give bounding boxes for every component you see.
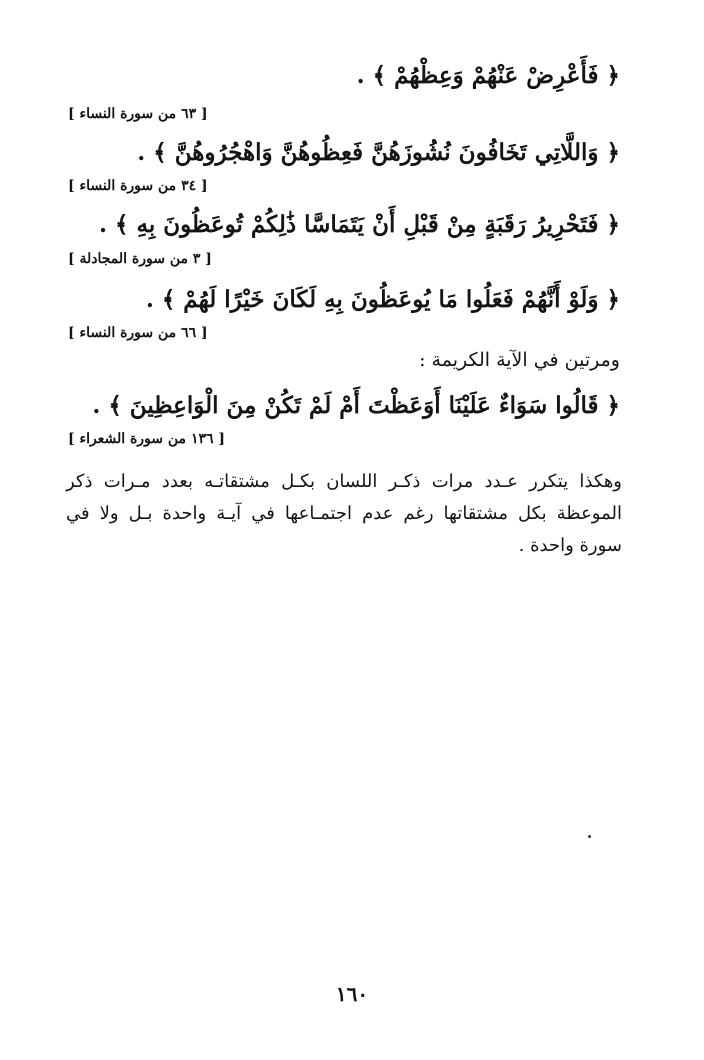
verse-4: ﴿ وَلَوْ أَنَّهُمْ فَعَلُوا مَا يُوعَظُونَ بِهِ لَكَانَ خَيْرًا لَهُمْ ﴾ . bbox=[145, 286, 620, 313]
stray-dot bbox=[588, 835, 591, 838]
verse-4-reference: [ ٦٦ من سورة النساء ] bbox=[68, 325, 208, 341]
verse-2-reference: [ ٣٤ من سورة النساء ] bbox=[68, 178, 208, 194]
page-number: ١٦٠ bbox=[335, 982, 369, 1006]
intro-line: ومرتين في الآية الكريمة : bbox=[419, 349, 620, 371]
verse-2: ﴿ وَاللَّاتِي تَخَافُونَ نُشُوزَهُنَّ فَعِظُوهُنَّ وَاهْجُرُوهُنَّ ﴾ . bbox=[137, 139, 620, 166]
verse-3: ﴿ فَتَحْرِيرُ رَقَبَةٍ مِنْ قَبْلِ أَنْ يَتَمَاسَّا ذَٰلِكُمْ تُوعَظُونَ بِهِ ﴾ . bbox=[98, 211, 620, 238]
verse-5-reference: [ ١٣٦ من سورة الشعراء ] bbox=[68, 431, 225, 447]
verse-1-reference: [ ٦٣ من سورة النساء ] bbox=[68, 106, 208, 122]
verse-3-reference: [ ٣ من سورة المجادلة ] bbox=[68, 251, 212, 267]
body-paragraph: وهكذا يتكرر عـدد مرات ذكـر اللسان بكـل مشتقاتـه بعدد مـرات ذكر الموعظة بكل مشتقاتها رغم عدم اجتمـاعها في آيـة واحدة بـل ولا في سورة واحدة . bbox=[66, 471, 622, 556]
verse-1: ﴿ فَأَعْرِضْ عَنْهُمْ وَعِظْهُمْ ﴾ . bbox=[356, 62, 620, 89]
verse-5: ﴿ قَالُوا سَوَاءٌ عَلَيْنَا أَوَعَظْتَ أَمْ لَمْ تَكُنْ مِنَ الْوَاعِظِينَ ﴾ . bbox=[92, 392, 620, 419]
